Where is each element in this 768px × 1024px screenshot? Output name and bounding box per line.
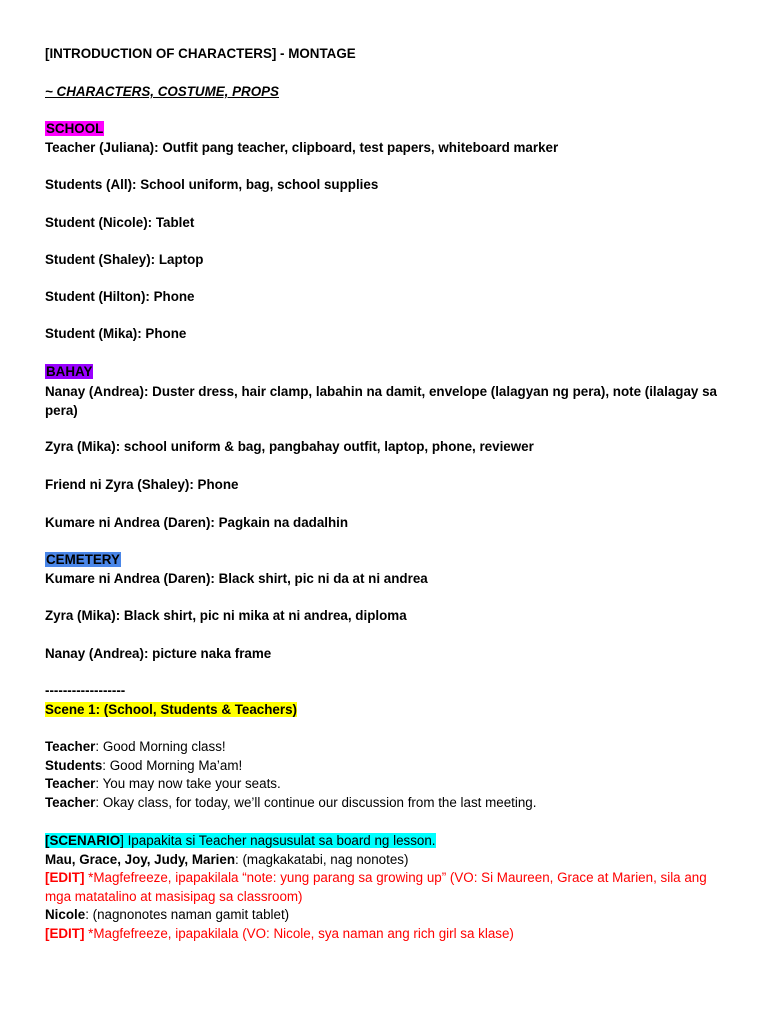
list-item: Kumare ni Andrea (Daren): Pagkain na dadalhin <box>45 515 349 530</box>
edit-tag: [EDIT] <box>45 870 85 885</box>
character-name: Nicole <box>45 907 86 922</box>
list-item: Nanay (Andrea): Duster dress, hair clamp, labahin na damit, envelope (lalagyan ng pera), note (ilalagay sa pera) <box>45 384 717 418</box>
edit-tag: [EDIT] <box>45 926 85 941</box>
edit-note <box>45 925 735 944</box>
scenario-line <box>45 832 735 851</box>
bahay-section-label: BAHAY <box>46 364 93 379</box>
edit-note <box>45 869 735 906</box>
list-item: Student (Mika): Phone <box>45 326 187 341</box>
action-line <box>45 906 735 925</box>
scene-title: Scene 1: (School, Students & Teachers) <box>45 702 298 717</box>
list-item: Student (Nicole): Tablet <box>45 215 195 230</box>
edit-text: *Magfefreeze, ipapakilala (VO: Nicole, sya naman ang rich girl sa klase) <box>84 926 514 941</box>
dialogue-line <box>45 757 735 776</box>
speaker-name: Students <box>45 758 103 773</box>
dialogue-text: : Good Morning Ma’am! <box>102 758 243 773</box>
list-item: Kumare ni Andrea (Daren): Black shirt, pic ni da at ni andrea <box>45 571 428 586</box>
speaker-name: Teacher <box>45 739 96 754</box>
dialogue-text: : You may now take your seats. <box>95 776 281 791</box>
document-heading: [INTRODUCTION OF CHARACTERS] - MONTAGE <box>45 46 356 61</box>
edit-text: *Magfefreeze, ipapakilala “note: yung parang sa growing up” (VO: Si Maureen, Grace at Marien, sila ang mga matatalino at masisipag sa classroom) <box>45 870 707 904</box>
speaker-name: Teacher <box>45 776 96 791</box>
action-text: : (nagnonotes naman gamit tablet) <box>85 907 290 922</box>
divider-text: ------------------ <box>45 683 126 698</box>
dialogue-line <box>45 738 735 757</box>
action-text: : (magkakatabi, nag nonotes) <box>235 852 409 867</box>
school-section-label: SCHOOL <box>46 121 104 136</box>
list-item: Zyra (Mika): Black shirt, pic ni mika at ni andrea, diploma <box>45 608 407 623</box>
list-item: Friend ni Zyra (Shaley): Phone <box>45 477 239 492</box>
dialogue-line <box>45 794 735 813</box>
section-subheading: ~ CHARACTERS, COSTUME, PROPS <box>45 84 279 99</box>
speaker-name: Teacher <box>45 795 96 810</box>
cemetery-section-label: CEMETERY <box>46 552 120 567</box>
dialogue-line <box>45 775 735 794</box>
dialogue-text: : Good Morning class! <box>95 739 226 754</box>
scenario-text: ] Ipapakita si Teacher nagsusulat sa board ng lesson. <box>120 833 436 848</box>
list-item: Teacher (Juliana): Outfit pang teacher, clipboard, test papers, whiteboard marker <box>45 140 559 155</box>
list-item: Nanay (Andrea): picture naka frame <box>45 646 272 661</box>
list-item: Student (Shaley): Laptop <box>45 252 204 267</box>
scenario-tag: [SCENARIO <box>45 833 121 848</box>
list-item: Students (All): School uniform, bag, school supplies <box>45 177 379 192</box>
list-item: Student (Hilton): Phone <box>45 289 195 304</box>
dialogue-text: : Okay class, for today, we’ll continue our discussion from the last meeting. <box>95 795 537 810</box>
character-names: Mau, Grace, Joy, Judy, Marien <box>45 852 236 867</box>
action-line <box>45 851 735 870</box>
list-item: Zyra (Mika): school uniform & bag, pangbahay outfit, laptop, phone, reviewer <box>45 439 534 454</box>
